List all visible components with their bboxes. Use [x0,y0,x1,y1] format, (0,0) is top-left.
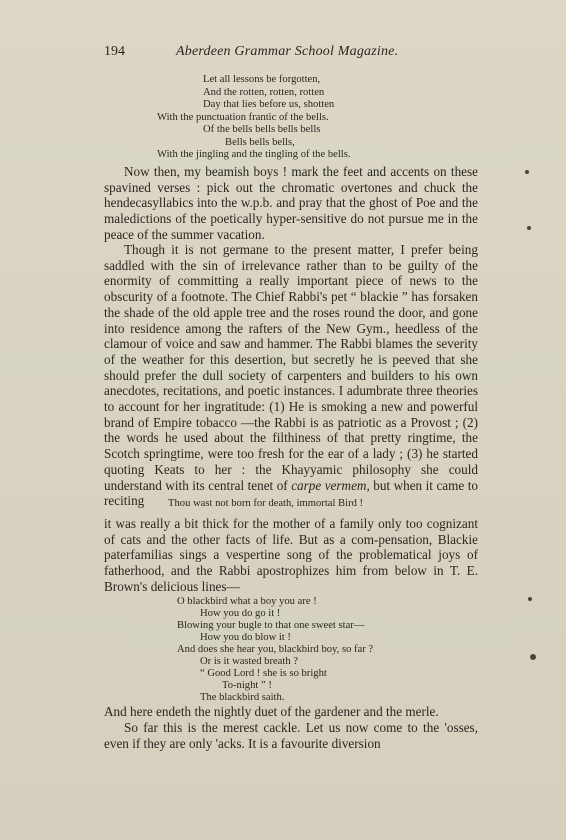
paragraph-text: Now then, my beamish boys ! mark the feet and accents on these spavined verses : pick out the chromatic overtones and chuck the hendecasyllabics into the w.p.b. and pray that the ghost of Poe and the maledictions of the poetically hyper-sensitive do not pursue me in the peace of the summer vacation. [104,164,478,242]
margin-mark [525,170,529,174]
running-title: Aberdeen Grammar School Magazine. [176,44,399,59]
poem-line: Of the bells bells bells bells [203,124,321,135]
margin-mark [527,226,531,230]
paragraph-text: And here endeth the nightly duet of the gardener and the merle. [104,704,439,719]
margin-mark [530,654,536,660]
poem-line: “ Good Lord ! she is so bright [200,668,327,679]
paragraph-text: So far this is the merest cackle. Let us now come to the 'osses, even if they are only 'acks. It is a favourite diversion [104,720,478,751]
poem-line: Let all lessons be forgotten, [203,74,321,85]
poem-line: Bells bells bells, [225,137,295,148]
paragraph-3 [104,516,478,595]
poem-line: O blackbird what a boy you are ! [177,596,317,607]
poem-line: Blowing your bugle to that one sweet star— [177,620,365,631]
page-number: 194 [104,44,125,59]
poem-line: And does she hear you, blackbird boy, so far ? [177,644,374,655]
poem-line: How you do blow it ! [200,632,291,643]
latin-phrase: carpe vermem, [291,477,370,493]
paragraph-4 [104,704,478,720]
paragraph-5 [104,720,478,751]
paragraph-text: it was really a bit thick for the mother of a family only too cognizant of cats and the other facts of life. But as a com-pensation, Blackie paterfamilias sings a vespertine song of the problematical joys of fatherhood, and the Rabbi apostrophizes him from below in T. E. Brown's delicious lines— [104,516,478,594]
poem-line: And the rotten, rotten, rotten [203,87,325,98]
poem-line: With the punctuation frantic of the bells. [157,112,329,123]
paragraph-2 [104,242,478,509]
poem-line: How you do go it ! [200,608,281,619]
poem-line: Day that lies before us, shotten [203,99,335,110]
poem-line: With the jingling and the tingling of the bells. [157,149,351,160]
paragraph-1 [104,164,478,243]
poem-line: To-night ” ! [222,680,272,691]
quotation-line: Thou wast not born for death, immortal Bird ! [168,498,364,509]
paragraph-text: Though it is not germane to the present matter, I prefer being saddled with the sin of irrelevance rather than to be guilty of the enormity of committing a really important piece of news to the obscurity of a footnote. The Chief Rabbi's pet “ blackie ” has forsaken the shade of the old apple tree and the roses round the door, and gone into residence among the rafters of the New Gym., heedless of the clamour of voice and saw and hammer. The Rabbi blames the severity of the weather for this desertion, but secretly he is peeved that she should prefer the dull society of carpenters and builders to his own anecdotes, recitations, and poetic instances. I adumbrate three theories to account for her ingratitude: (1) He is smoking a new and powerful brand of Empire tobacco —the Rabbi is as patriotic as a Provost ; (2) the words he used about the filthiness of that pretty ringtime, the Scotch springtime, were too fresh for the ear of a lady ; (3) he started quoting Keats to her : the Khayyamic philosophy she could understand with its central tenet of carpe vermem, but when it came to reciting [104,242,479,509]
poem-line: Or is it wasted breath ? [200,656,298,667]
poem-line: The blackbird saith. [200,692,285,703]
margin-mark [528,597,532,601]
